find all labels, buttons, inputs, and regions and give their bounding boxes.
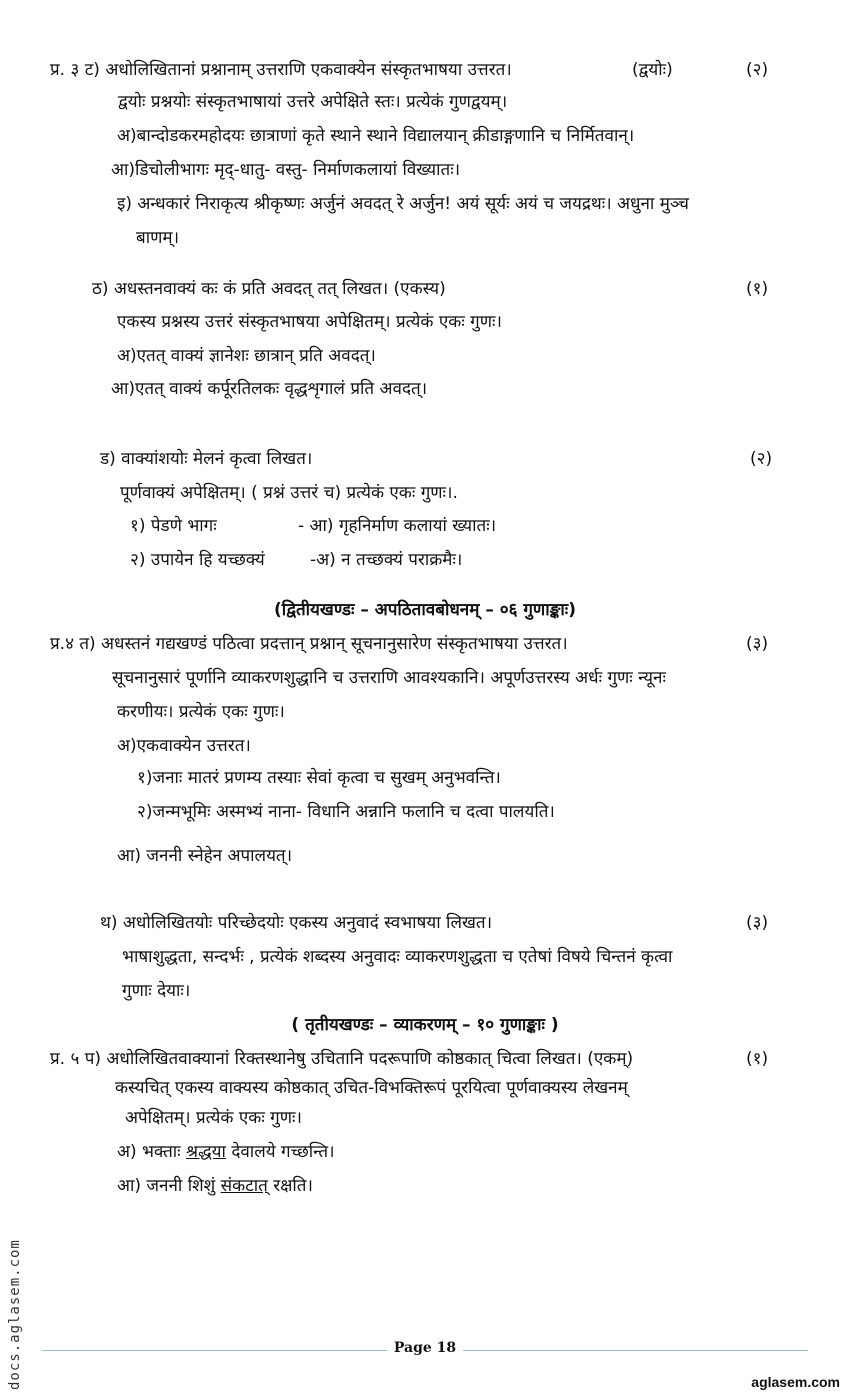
- q3d-row1-right: - आ) गृहनिर्माण कलायां ख्यातः।: [298, 516, 497, 536]
- q3th-answer-aa: आ)एतत् वाक्यं कर्पूरतिलकः वृद्धशृगालं प्रति अवदत्।: [111, 379, 428, 399]
- q3th-marks: (१): [746, 279, 769, 299]
- brand-link[interactable]: aglasem.com: [751, 1374, 840, 1390]
- q3t-instruction: द्वयोः प्रश्नयोः संस्कृतभाषायां उत्तरे अपेक्षिते स्तः। प्रत्येकं गुणद्वयम्।: [118, 92, 508, 112]
- q3t-answer-i-cont: बाणम्।: [136, 228, 180, 248]
- section-heading-2: (द्वितीयखण्डः – अपठितावबोधनम् – ०६ गुणाङ्काः): [274, 600, 576, 620]
- q3t-answer-aa: आ)डिचोलीभागः मृद्-धातु- वस्तु- निर्माणकलायां विख्यातः।: [111, 160, 461, 180]
- q5p-instruction-cont: अपेक्षितम्। प्रत्येकं एकः गुणः।: [125, 1108, 302, 1128]
- q4t-answer-1: १)जनाः मातरं प्रणम्य तस्याः सेवां कृत्वा च सुखम् अनुभवन्ति।: [137, 768, 501, 788]
- q4th-instruction: भाषाशुद्धता, सन्दर्भः , प्रत्येकं शब्दस्य अनुवादः व्याकरणशुद्धता च एतेषां विषये चिन्तनं कृत्वा: [122, 947, 673, 967]
- side-watermark: docs.aglasem.com: [7, 1239, 23, 1390]
- q4t-instruction-cont: करणीयः। प्रत्येकं एकः गुणः।: [117, 702, 285, 722]
- q3t-answer-a: अ)बान्दोडकरमहोदयः छात्राणां कृते स्थाने स्थाने विद्यालयान् क्रीडाङ्गणानि च निर्मितवान्।: [117, 126, 635, 146]
- q3d-row2-left: २) उपायेन हि यच्छक्यं: [130, 550, 265, 570]
- q4t-sub-a: अ)एकवाक्येन उत्तरत।: [117, 736, 251, 756]
- q3t-count: (द्वयोः): [632, 60, 673, 80]
- q4t-marks: (३): [746, 634, 769, 654]
- q4t-answer-aa: आ) जननी स्नेहेन अपालयत्।: [117, 846, 293, 866]
- q5p-answer-a-prefix: अ) भक्ताः: [117, 1142, 187, 1162]
- q4t-instruction: सूचनानुसारं पूर्णानि व्याकरणशुद्धानि च उत्तराणि आवश्यकानि। अपूर्णउत्तरस्य अर्धः गुणः न्यूनः: [112, 668, 666, 688]
- q5p-answer-a-underlined: श्रद्धया: [186, 1142, 226, 1162]
- q3th-answer-a: अ)एतत् वाक्यं ज्ञानेशः छात्रान् प्रति अवदत्।: [117, 346, 376, 366]
- q4t-heading: प्र.४ त) अधस्तनं गद्यखण्डं पठित्वा प्रदत्तान् प्रश्नान् सूचनानुसारेण संस्कृतभाषया उत्तरत।: [50, 634, 568, 654]
- q5p-answer-aa-suffix: रक्षति।: [267, 1176, 313, 1196]
- q3t-answer-i: इ) अन्धकारं निराकृत्य श्रीकृष्णः अर्जुनं अवदत् रे अर्जुन! अयं सूर्यः अयं च जयद्रथः। अधुना मुञ्च: [117, 194, 689, 214]
- q5p-answer-a: [117, 1140, 335, 1164]
- q5p-heading: प्र. ५ प) अधोलिखितवाक्यानां रिक्तस्थानेषु उचितानि पदरूपाणि कोष्ठकात् चित्वा लिखत। (एकम्): [50, 1049, 634, 1069]
- q5p-marks: (१): [746, 1049, 769, 1069]
- q5p-answer-aa-prefix: आ) जननी शिशुं: [117, 1176, 221, 1196]
- q4th-marks: (३): [746, 913, 769, 933]
- q4th-instruction-cont: गुणाः देयाः।: [122, 981, 191, 1001]
- q5p-answer-a-suffix: देवालये गच्छन्ति।: [225, 1142, 335, 1162]
- q4th-heading: थ) अधोलिखितयोः परिच्छेदयोः एकस्य अनुवादं स्वभाषया लिखत।: [100, 913, 493, 933]
- q3th-instruction: एकस्य प्रश्नस्य उत्तरं संस्कृतभाषया अपेक्षितम्। प्रत्येकं एकः गुणः।: [117, 312, 502, 332]
- page-number: Page 18: [393, 1340, 457, 1356]
- q5p-instruction: कस्यचित् एकस्य वाक्यस्य कोष्ठकात् उचित-विभक्तिरूपं पूरयित्वा पूर्णवाक्यस्य लेखनम्: [115, 1078, 628, 1098]
- q3th-heading: ठ) अधस्तनवाक्यं कः कं प्रति अवदत् तत् लिखत। (एकस्य): [92, 279, 446, 299]
- section-heading-3: ( तृतीयखण्डः – व्याकरणम् – १० गुणाङ्काः ): [291, 1015, 559, 1035]
- q3t-marks: (२): [746, 60, 769, 80]
- q3d-heading: ड) वाक्यांशयोः मेलनं कृत्वा लिखत।: [100, 449, 313, 469]
- q3d-instruction: पूर्णवाक्यं अपेक्षितम्। ( प्रश्नं उत्तरं च) प्रत्येकं एकः गुणः।.: [120, 483, 458, 503]
- q3d-row1-left: १) पेडणे भागः: [130, 516, 217, 536]
- q4t-answer-2: २)जन्मभूमिः अस्मभ्यं नाना- विधानि अन्नानि फलानि च दत्वा पालयति।: [137, 802, 555, 822]
- q5p-answer-aa-underlined: संकटात्: [220, 1176, 268, 1196]
- q3t-heading: प्र. ३ ट) अधोलिखितानां प्रश्नानाम् उत्तराणि एकवाक्येन संस्कृतभाषया उत्तरत।: [50, 60, 512, 80]
- q5p-answer-aa: [117, 1174, 313, 1198]
- q3d-row2-right: -अ) न तच्छक्यं पराक्रमैः।: [310, 550, 463, 570]
- q3d-marks: (२): [750, 449, 773, 469]
